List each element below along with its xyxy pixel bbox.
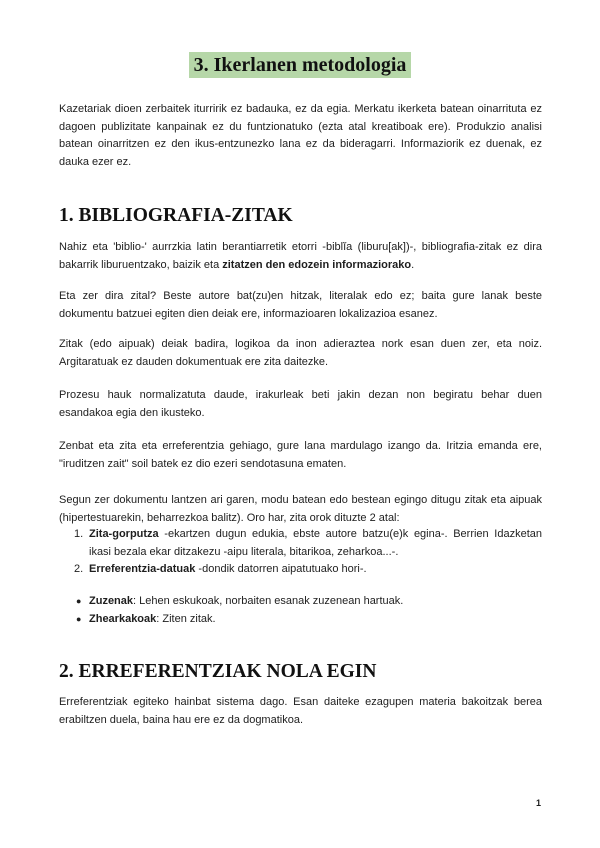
section-1-paragraph-2: Eta zer dira zital? Beste autore bat(zu)en hitzak, literalak edo ez; baita gure lanak beste dokumentu batzuei egiten dien deiak ere, informazioaren lokalizazioa esanez. [59,290,542,320]
list-number: 2. [74,563,84,575]
list-item-bold: Zhearkakoak [89,612,157,625]
section-1-paragraph-5: Zenbat eta zita eta erreferentzia gehiago, gure lana mardulago izango da. Iritzia emanda ere, "iruditzen zait" soil batek ez dio ezeri sendotasuna ematen. [59,440,542,470]
list-item-bold: Erreferentzia-datuak [89,563,196,575]
ordered-list [59,526,542,579]
list-item-bold: Zuzenak [89,595,134,607]
section-1-paragraph-4: Prozesu hauk normalizatuta daude, irakurleak beti jakin dezan non begiratu behar duen esandakoa egia den ikusteko. [59,389,542,419]
list-item-bold: Zita-gorputza [89,528,159,540]
bullet-list [59,593,542,628]
section-2-heading: 2. ERREFERENTZIAK NOLA EGIN [59,661,377,682]
list-item-text: : Ziten zitak. [156,612,216,625]
paragraph-end: . [411,258,415,271]
section-1-heading: 1. BIBLIOGRAFIA-ZITAK [59,205,293,226]
list-item [59,526,542,561]
bullet-icon: ● [76,596,82,606]
intro-paragraph: Kazetariak dioen zerbaitek iturririk ez badauka, ez da egia. Merkatu ikerketa batean oinarrituta ez dagoen publizitate kanpainak ez du funtzionatuko (ezta atal kreatiboak ere). Produkzio analisi batean oinarritzen ez den ikus-entzunezko lana ez da bideragarri. Informaziorik ez duenak, ez dauka ezer ez. [59,103,542,168]
list-item [59,561,542,579]
title-wrapper [0,52,600,78]
page-title: 3. Ikerlanen metodologia [189,52,412,78]
list-item-text: -ekartzen dugun edukia, ebste autore batzu(e)k egina-. Berrien Idazketan ikasi bezala ekar ditzakezu -aipu literala, bitarikoa, zeharkoa...-. [89,528,542,558]
list-item-text: -dondik datorren aipatutuako hori-. [195,563,367,575]
list-item-text: : Lehen eskukoak, norbaiten esanak zuzenean hartuak. [133,595,404,607]
section-1-paragraph-3: Zitak (edo aipuak) deiak badira, logikoa da inon adieraztea nork esan duen zer, eta noiz. Argitaratuak ez dauden dokumentuak ere zita daitezke. [59,338,542,368]
section-1-paragraph-1 [59,239,542,274]
bullet-icon: ● [76,613,82,624]
section-1-paragraph-6: Segun zer dokumentu lantzen ari garen, modu batean edo bestean egingo ditugu zitak eta aipuak (hipertestuarekin, beharrezkoa balitz). Oro har, zita orok dituzte 2 atal: [59,494,542,524]
bold-phrase: zitatzen den edozein informaziorako [222,258,412,271]
list-item [59,611,542,629]
section-2-paragraph-1: Erreferentziak egiteko hainbat sistema dago. Esan daiteke ezagupen materia bakoitzak berea erabiltzen duela, baina hau ere ez da dogmatikoa. [59,696,542,726]
paragraph-text: Nahiz eta 'biblio-' aurrzkia latin berantiarretik etorri -biblĭa (liburu[ak])-, bibliografia-zitak ez dira bakarrik liburuentzako, baizik eta [59,241,542,271]
list-number: 1. [74,528,84,540]
list-item [59,593,542,611]
page-number: 1 [536,798,542,808]
